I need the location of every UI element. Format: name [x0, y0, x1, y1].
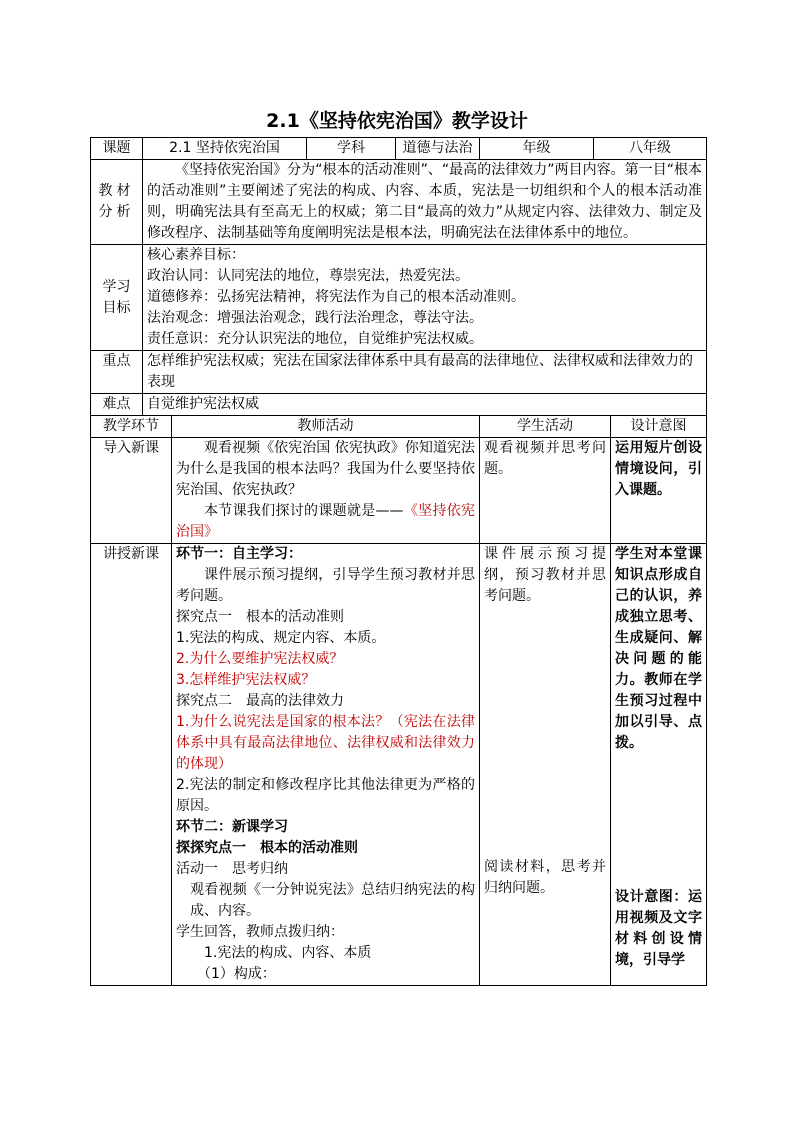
lecture-teacher [172, 544, 480, 986]
explore-heading-1: 探探究点一 根本的活动准则 [176, 840, 358, 856]
key-point-row [91, 351, 707, 394]
question-1: 1.宪法的构成、规定内容、本质。 [176, 630, 386, 646]
link1-desc: 课件展示预习提纲，引导学生预习教材并思考问题。 [176, 567, 475, 604]
question-4: 1.为什么说宪法是国家的根本法？（宪法在法律体系中具有最高法律地位、法律权威和法律效力的体现） [176, 714, 475, 772]
material-label-line1: 教材 [98, 183, 135, 199]
subject-label: 学科 [307, 138, 396, 160]
info-row [91, 138, 707, 160]
material-label [91, 160, 143, 245]
item-1: 1.宪法的构成、内容、本质 [204, 945, 372, 961]
lecture-stage: 讲授新课 [91, 544, 172, 986]
key-point-label: 重点 [91, 351, 143, 394]
item-1-1: （1）构成： [197, 966, 276, 982]
activity-1-desc: 观看视频《一分钟说宪法》总结归纳宪法的构成、内容。 [190, 882, 475, 919]
difficulty-label: 难点 [91, 394, 143, 416]
objective-line: 核心素养目标： [147, 247, 245, 263]
intro-stage: 导入新课 [91, 438, 172, 544]
link1-heading: 环节一：自主学习： [176, 546, 302, 562]
student-p2: 阅读材料，思考并归纳问题。 [484, 859, 606, 896]
activity-1: 活动一 思考归纳 [176, 861, 288, 877]
objectives-text [143, 245, 707, 351]
difficulty-text: 自觉维护宪法权威 [143, 394, 707, 416]
intro-teacher-p1: 观看视频《依宪治国 依宪执政》你知道宪法为什么是我国的根本法吗？我国为什么要坚持依宪治国、依宪执政？ [176, 440, 475, 498]
intro-row [91, 438, 707, 544]
header-teacher: 教师活动 [172, 416, 480, 438]
explore-point-1: 探究点一 根本的活动准则 [176, 609, 344, 625]
intent-p2: 设计意图：运用视频及文字材料创设情境，引导学 [615, 889, 702, 968]
objective-line: 道德修养：弘扬宪法精神，将宪法作为自己的根本活动准则。 [147, 289, 525, 305]
link2-heading: 环节二：新课学习 [176, 819, 288, 835]
grade-label: 年级 [480, 138, 594, 160]
lesson-plan-table [90, 137, 707, 986]
header-intent: 设计意图 [611, 416, 707, 438]
objectives-row [91, 245, 707, 351]
explore-point-2: 探究点二 最高的法律效力 [176, 693, 344, 709]
objective-line: 责任意识：充分认识宪法的地位，自觉维护宪法权威。 [147, 331, 483, 347]
activity-header-row [91, 416, 707, 438]
objective-line: 法治观念：增强法治观念，践行法治理念，尊法守法。 [147, 310, 483, 326]
intent-p1: 学生对本堂课知识点形成自己的认识，养成独立思考、生成疑问、解决问题的能力。教师在学生预习过程中加以引导、点拨。 [615, 546, 702, 751]
intro-teacher-p2 [176, 501, 475, 543]
topic-value: 2.1 坚持依宪治国 [143, 138, 307, 160]
lecture-row [91, 544, 707, 986]
intro-teacher [172, 438, 480, 544]
material-text: 《坚持依宪治国》分为“根本的活动准则”、“最高的法律效力”两目内容。第一目“根本的活动准则”主要阐述了宪法的构成、内容、本质，宪法是一切组织和个人的根本活动准则，明确宪法具有至高无上的权威；第二目“最高的效力”从规定内容、法律效力、制定及修改程序、法制基础等角度阐明宪法是根本法，明确宪法在法律体系中的地位。 [143, 160, 707, 245]
header-stage: 教学环节 [91, 416, 172, 438]
objectives-label-line1: 学习 [102, 278, 131, 295]
lecture-student [480, 544, 611, 986]
intro-teacher-p2-text: 本节课我们探讨的课题就是—— [204, 503, 404, 519]
student-gap [484, 607, 606, 857]
grade-value: 八年级 [594, 138, 707, 160]
answer-line: 学生回答，教师点拨归纳： [176, 924, 344, 940]
lecture-intent [611, 544, 707, 986]
intro-intent: 运用短片创设情境设问，引入课题。 [611, 438, 707, 544]
question-2: 2.为什么要维护宪法权威？ [176, 651, 344, 667]
difficulty-row [91, 394, 707, 416]
topic-label: 课题 [91, 138, 143, 160]
question-5: 2.宪法的制定和修改程序比其他法律更为严格的原因。 [176, 777, 475, 814]
objectives-label-line2: 目标 [102, 299, 131, 316]
header-student: 学生活动 [480, 416, 611, 438]
material-row [91, 160, 707, 245]
student-p1: 课件展示预习提纲，预习教材并思考问题。 [484, 546, 606, 604]
key-point-text: 怎样维护宪法权威；宪法在国家法律体系中具有最高的法律地位、法律权威和法律效力的表现 [143, 351, 707, 394]
objective-line: 政治认同：认同宪法的地位，尊崇宪法，热爱宪法。 [147, 268, 469, 284]
intent-gap [615, 754, 702, 887]
material-label-line2: 分析 [98, 204, 135, 220]
page-title: 2.1《坚持依宪治国》教学设计 [266, 110, 528, 132]
intro-lesson-title: 《坚持依宪治国》 [176, 503, 476, 540]
subject-value: 道德与法治 [396, 138, 480, 160]
intro-student: 观看视频并思考问题。 [480, 438, 611, 544]
objectives-label [91, 245, 143, 351]
question-3: 3.怎样维护宪法权威？ [176, 672, 316, 688]
